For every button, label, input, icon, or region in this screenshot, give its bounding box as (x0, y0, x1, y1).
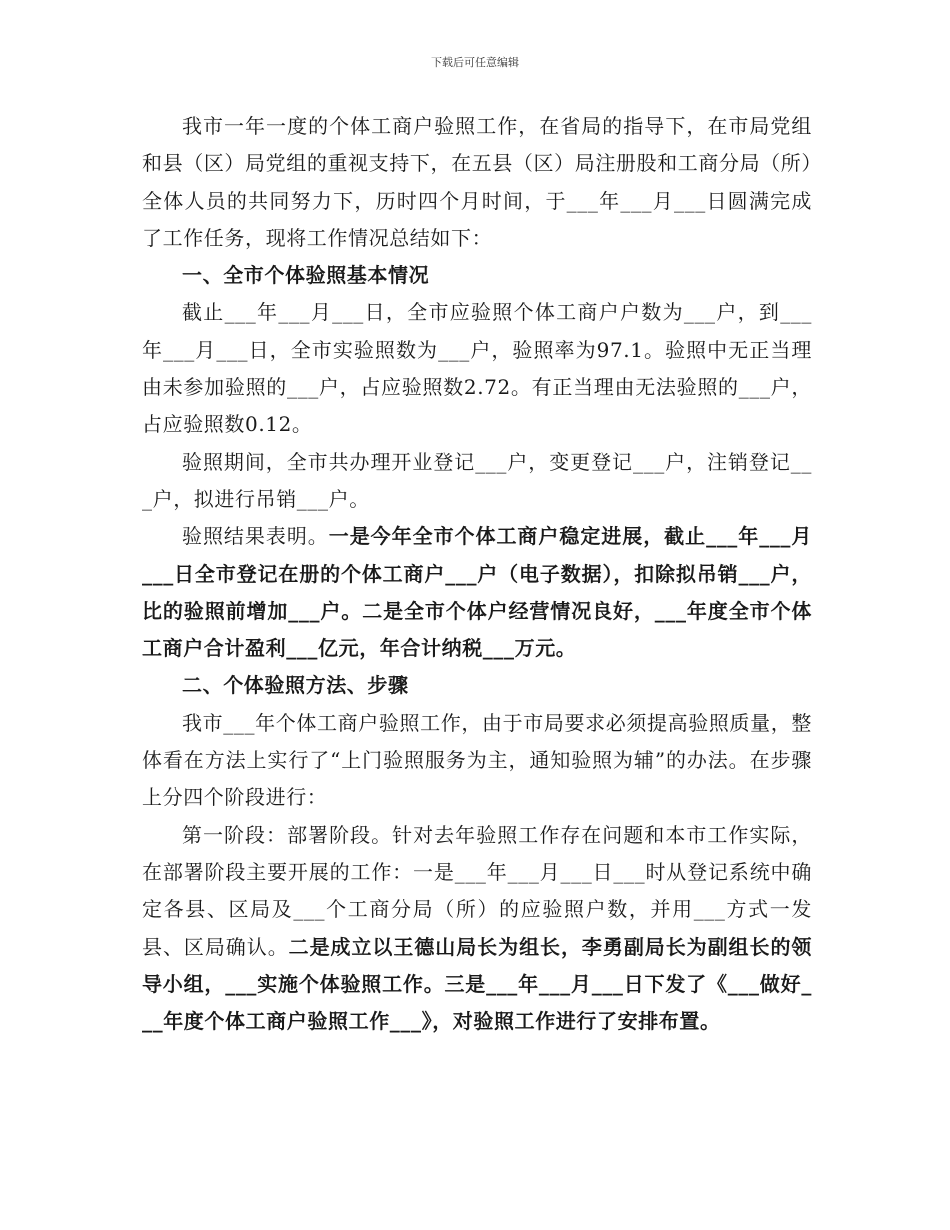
paragraph-registration: 验照期间，全市共办理开业登记___户，变更登记___户，注销登记___户，拟进行吊销___户。 (142, 449, 812, 511)
section-heading-1: 一、全市个体验照基本情况 (182, 263, 430, 288)
results-lead-text: 验照结果表明。 (182, 524, 329, 549)
document-body (142, 108, 812, 1040)
paragraph-method: 我市___年个体工商户验照工作，由于市局要求必须提高验照质量，整体看在方法上实行了“上门验照服务为主，通知验照为辅”的办法。在步骤上分四个阶段进行： (142, 710, 812, 810)
section-heading-2: 二、个体验照方法、步骤 (182, 673, 409, 698)
paragraph-stage-one (142, 817, 812, 1041)
intro-paragraph: 我市一年一度的个体工商户验照工作，在省局的指导下，在市局党组和县（区）局党组的重视支持下，在五县（区）局注册股和工商分局（所）全体人员的共同努力下，历时四个月时间，于___年___月___日圆满完成了工作任务，现将工作情况总结如下： (142, 114, 812, 250)
paragraph-results (142, 518, 812, 667)
paragraph-basic-stats: 截止___年___月___日，全市应验照个体工商户户数为___户，到___年___月___日，全市实验照数为___户，验照率为97.1。验照中无正当理由未参加验照的___户，占应验照数2.72。有正当理由无法验照的___户，占应验照数0.12。 (142, 300, 812, 437)
page-header: 下载后可任意编辑 (431, 56, 519, 69)
results-bold-text: 一是今年全市个体工商户稳定进展，截止___年___月___日全市登记在册的个体工商户___户（电子数据），扣除拟吊销___户，比的验照前增加___户。二是全市个体户经营情况良好，___年度全市个体工商户合计盈利___亿元，年合计纳税___万元。 (142, 524, 812, 661)
stage-one-text: 第一阶段：部署阶段。针对去年验照工作存在问题和本市工作实际，在部署阶段主要开展的工作：一是___年___月___日___时从登记系统中确定各县、区局及___个工商分局（所）的应验照户数，并用___方式一发县、区局确认。 (142, 822, 812, 959)
stage-one-bold-text: 二是成立以王德山局长为组长，李勇副局长为副组长的领导小组，___实施个体验照工作。三是___年___月___日下发了《___做好___年度个体工商户验照工作___》，对验照工作进行了安排布置。 (142, 934, 812, 1034)
